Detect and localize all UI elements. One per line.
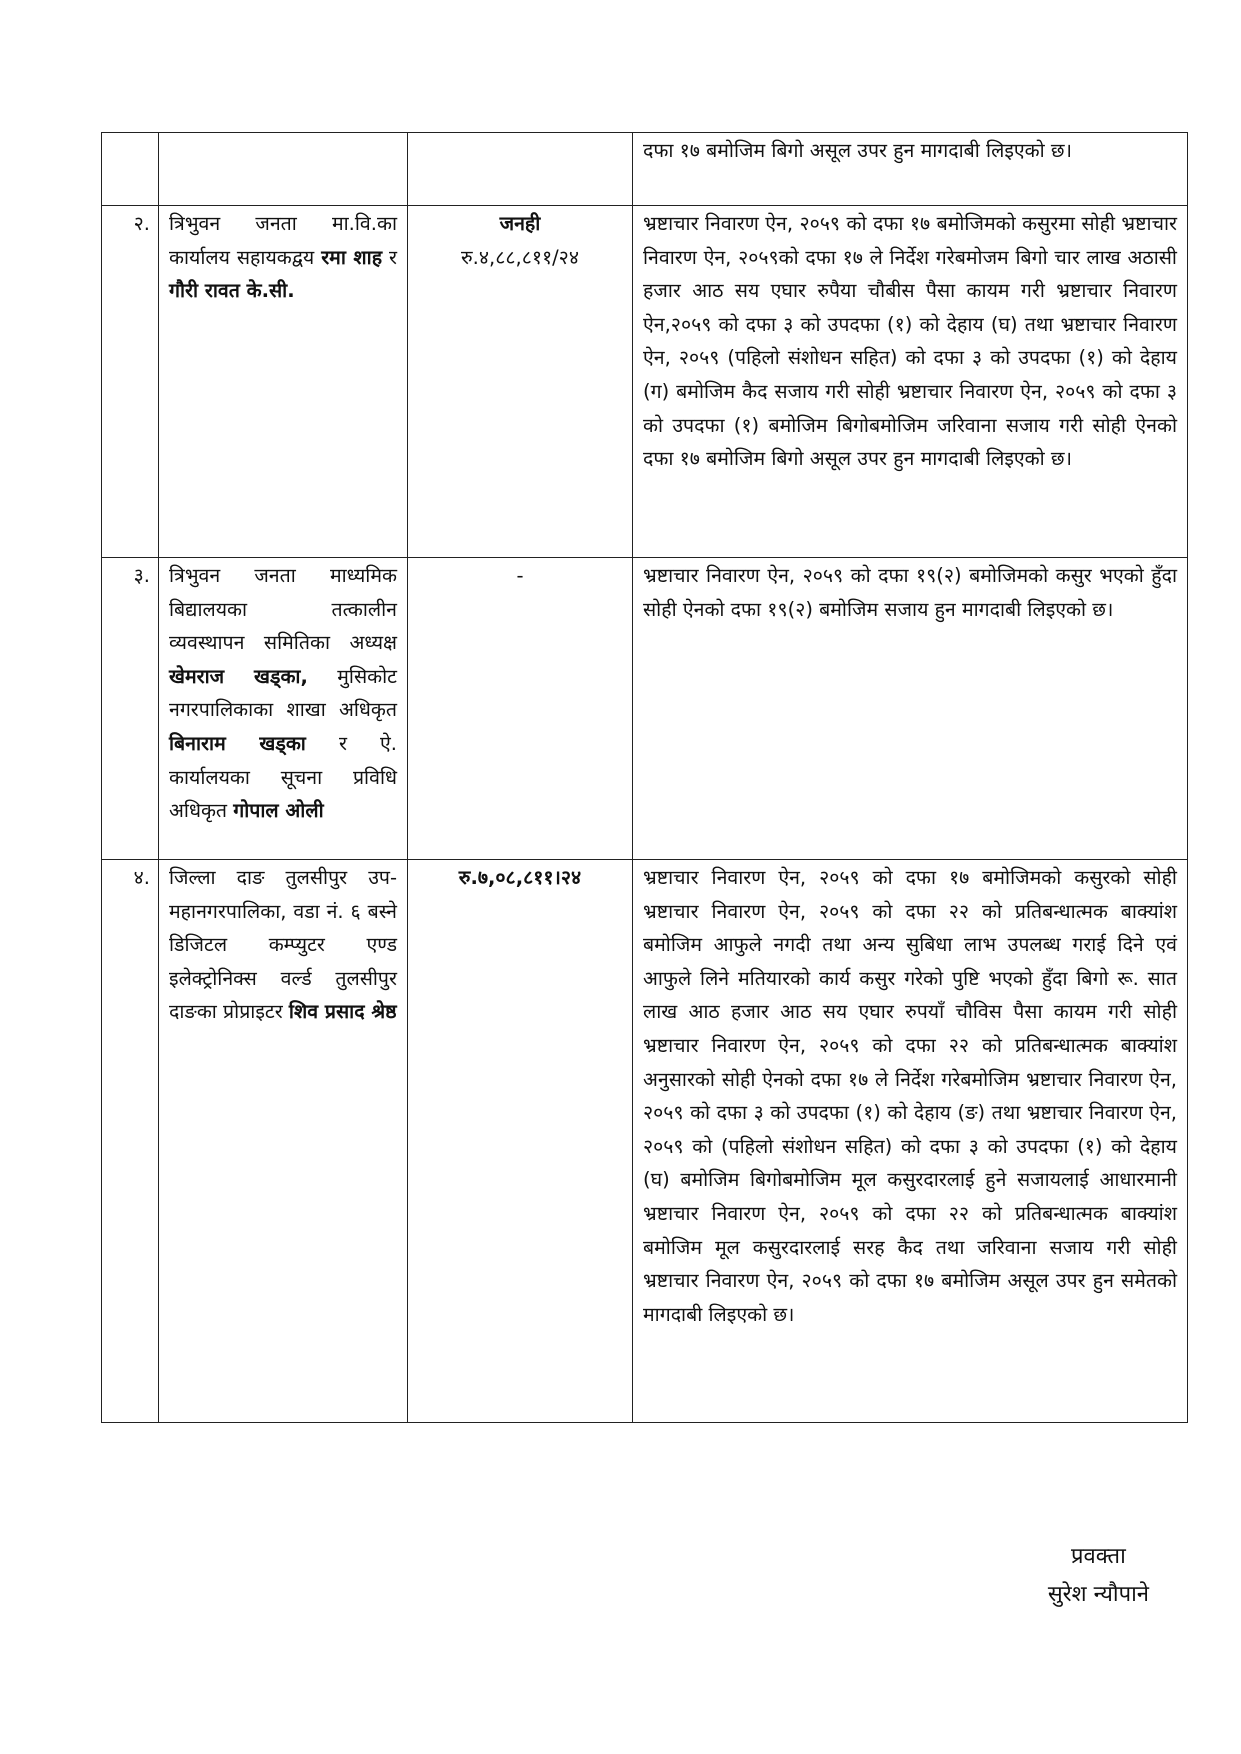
- signature-name: सुरेश न्यौपाने: [1047, 1582, 1149, 1607]
- claim-description: भ्रष्टाचार निवारण ऐन, २०५९ को दफा १९(२) बमोजिमको कसुर भएको हुँदा सोही ऐनको दफा १९(२) बमोजिम सजाय हुन मागदाबी लिइएको छ।: [633, 558, 1188, 860]
- table-row: [102, 206, 1188, 558]
- accused-detail: त्रिभुवन जनता माध्यमिक बिद्यालयका तत्कालीन व्यवस्थापन समितिका अध्यक्ष: [169, 564, 397, 655]
- claim-description: दफा १७ बमोजिम बिगो असूल उपर हुन मागदाबी लिइएको छ।: [633, 133, 1188, 206]
- table-row: [102, 133, 1188, 206]
- accused-name-cell: [159, 558, 408, 860]
- case-table: [101, 132, 1188, 1423]
- signature-block: [1048, 1538, 1149, 1614]
- accused-name: शिव प्रसाद श्रेष्ठ: [288, 1000, 397, 1024]
- amount-cell: [408, 133, 633, 206]
- accused-name: बिनाराम खड्का: [169, 731, 306, 755]
- table-row: [102, 558, 1188, 860]
- accused-name-cell: [159, 860, 408, 1423]
- claim-description: भ्रष्टाचार निवारण ऐन, २०५९ को दफा १७ बमोजिमको कसुरमा सोही भ्रष्टाचार निवारण ऐन, २०५९को दफा १७ ले निर्देश गरेबमोजम बिगो चार लाख अठासी हजार आठ सय एघार रुपैया चौबीस पैसा कायम गरी भ्रष्टाचार निवारण ऐन,२०५९ को दफा ३ को उपदफा (१) को देहाय (घ) तथा भ्रष्टाचार निवारण ऐन, २०५९ (पहिलो संशोधन सहित) को दफा ३ को उपदफा (१) को देहाय (ग) बमोजिम कैद सजाय गरी सोही भ्रष्टाचार निवारण ऐन, २०५९ को दफा ३ को उपदफा (१) बमोजिम बिगोबमोजिम जरिवाना सजाय गरी सोही ऐनको दफा १७ बमोजिम बिगो असूल उपर हुन मागदाबी लिइएको छ।: [633, 206, 1188, 558]
- accused-detail: र ऐ. कार्यालयका सूचना प्रविधि अधिकृत: [169, 731, 397, 823]
- serial-number: ३.: [102, 558, 159, 860]
- accused-detail: र: [382, 245, 397, 269]
- accused-name-cell: [159, 206, 408, 558]
- serial-number: २.: [102, 206, 159, 558]
- amount-value: रु.४,८८,८११/२४: [461, 245, 579, 269]
- accused-detail: त्रिभुवन जनता मा.वि.का कार्यालय सहायकद्वय: [169, 212, 397, 269]
- serial-number: [102, 133, 159, 206]
- accused-name: गौरी रावत के.सी.: [169, 279, 295, 303]
- table-body: [102, 133, 1188, 1423]
- accused-name: गोपाल ओली: [233, 799, 324, 823]
- signature-title: प्रवक्ता: [1071, 1544, 1126, 1569]
- amount-cell: [408, 558, 633, 860]
- claim-description: भ्रष्टाचार निवारण ऐन, २०५९ को दफा १७ बमोजिमको कसुरको सोही भ्रष्टाचार निवारण ऐन, २०५९ को दफा २२ को प्रतिबन्धात्मक बाक्यांश बमोजिम आफुले नगदी तथा अन्य सुबिधा लाभ उपलब्ध गराई दिने एवं आफुले लिने मतियारको कार्य कसुर गरेको पुष्टि भएको हुँदा बिगो रू. सात लाख आठ हजार आठ सय एघार रुपयाँ चौविस पैसा कायम गरी सोही भ्रष्टाचार निवारण ऐन, २०५९ को दफा २२ को प्रतिबन्धात्मक बाक्यांश अनुसारको सोही ऐनको दफा १७ ले निर्देश गरेबमोजिम भ्रष्टाचार निवारण ऐन, २०५९ को दफा ३ को उपदफा (१) को देहाय (ङ) तथा भ्रष्टाचार निवारण ऐन, २०५९ को (पहिलो संशोधन सहित) को दफा ३ को उपदफा (१) को देहाय (घ) बमोजिम बिगोबमोजिम मूल कसुरदारलाई हुने सजायलाई आधारमानी भ्रष्टाचार निवारण ऐन, २०५९ को दफा २२ को प्रतिबन्धात्मक बाक्यांश बमोजिम मूल कसुरदारलाई सरह कैद तथा जरिवाना सजाय गरी सोही भ्रष्टाचार निवारण ऐन, २०५९ को दफा १७ बमोजिम असूल उपर हुन समेतको मागदाबी लिइएको छ।: [633, 860, 1188, 1423]
- amount-cell: [408, 860, 633, 1423]
- serial-number: ४.: [102, 860, 159, 1423]
- accused-name: खेमराज खड्का,: [169, 664, 308, 688]
- amount-value: रु.७,०८,८११।२४: [458, 866, 582, 889]
- amount-cell: [408, 206, 633, 558]
- accused-detail: जिल्ला दाङ तुलसीपुर उप-महानगरपालिका, वडा नं. ६ बस्ने डिजिटल कम्प्युटर एण्ड इलेक्ट्रोनिक्स वर्ल्ड तुलसीपुर दाङका प्रोप्राइटर: [169, 866, 397, 1024]
- accused-detail: मुसिकोट नगरपालिकाका शाखा अधिकृत: [169, 664, 398, 722]
- table-row: [102, 860, 1188, 1423]
- accused-name: रमा शाह: [321, 245, 383, 269]
- accused-name-cell: [159, 133, 408, 206]
- amount-label: जनही: [499, 212, 541, 235]
- amount-value: -: [516, 564, 524, 587]
